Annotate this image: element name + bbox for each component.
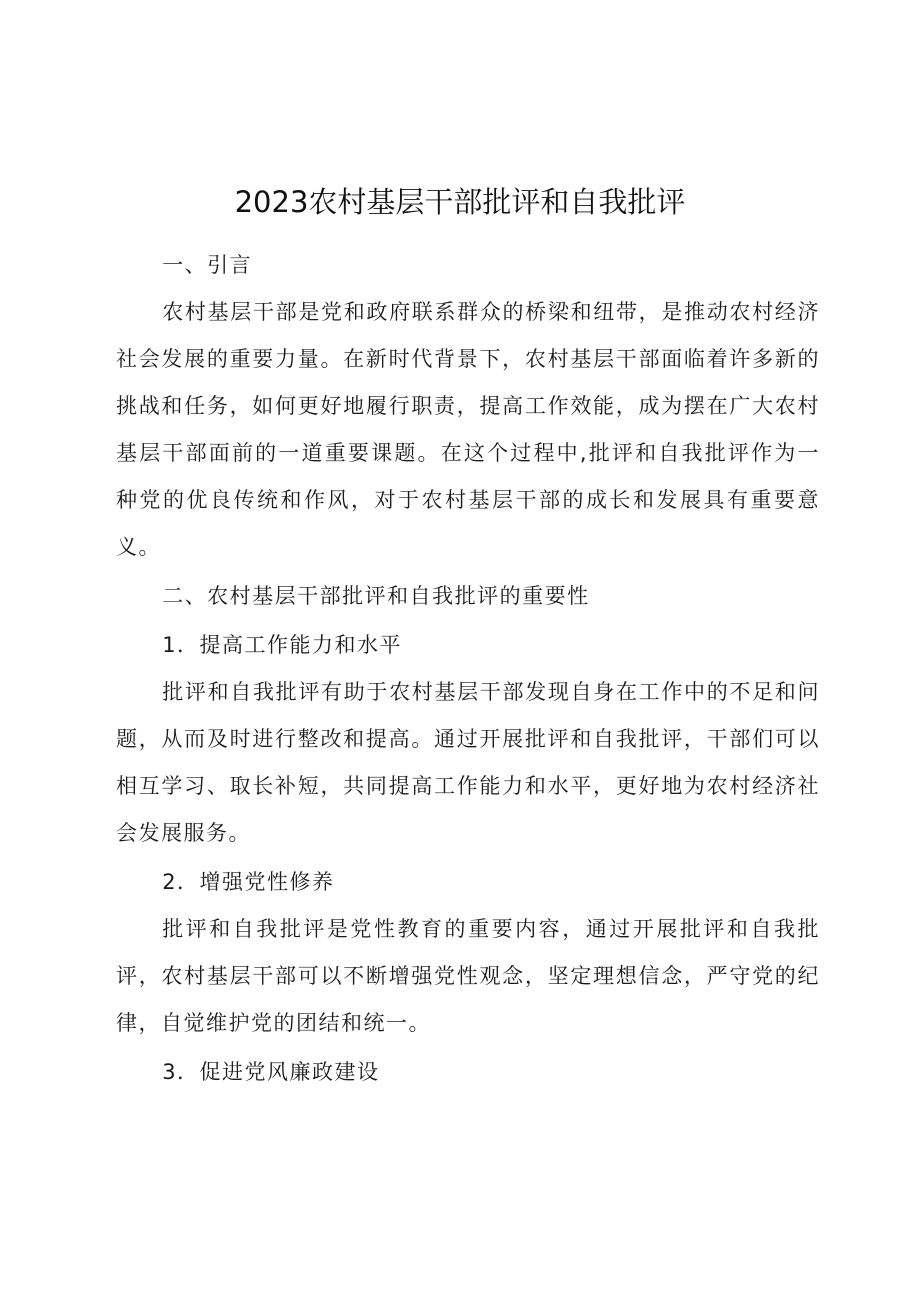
subheading-party-spirit: 2．增强党性修养 bbox=[162, 870, 335, 894]
subheading-work-ability: 1．提高工作能力和水平 bbox=[162, 633, 403, 657]
paragraph-introduction: 农村基层干部是党和政府联系群众的桥梁和纽带，是推动农村经济社会发展的重要力量。在新时代背景下，农村基层干部面临着许多新的挑战和任务，如何更好地履行职责，提高工作效能，成为摆在广大农村基层干部面前的一道重要课题。在这个过程中,批评和自我批评作为一种党的优良传统和作风，对于农村基层干部的成长和发展具有重要意义。 bbox=[116, 300, 820, 559]
document-title: 2023农村基层干部批评和自我批评 bbox=[234, 185, 686, 219]
paragraph-party-spirit: 批评和自我批评是党性教育的重要内容，通过开展批评和自我批评，农村基层干部可以不断增强党性观念，坚定理想信念，严守党的纪律，自觉维护党的团结和统一。 bbox=[116, 917, 820, 1035]
section-heading-introduction: 一、引言 bbox=[162, 253, 253, 277]
section-heading-importance: 二、农村基层干部批评和自我批评的重要性 bbox=[162, 584, 590, 608]
paragraph-work-ability: 批评和自我批评有助于农村基层干部发现自身在工作中的不足和问题，从而及时进行整改和提高。通过开展批评和自我批评，干部们可以相互学习、取长补短，共同提高工作能力和水平，更好地为农村经济社会发展服务。 bbox=[116, 680, 820, 845]
document-body bbox=[116, 240, 820, 1096]
subheading-clean-governance: 3．促进党风廉政建设 bbox=[162, 1060, 380, 1084]
